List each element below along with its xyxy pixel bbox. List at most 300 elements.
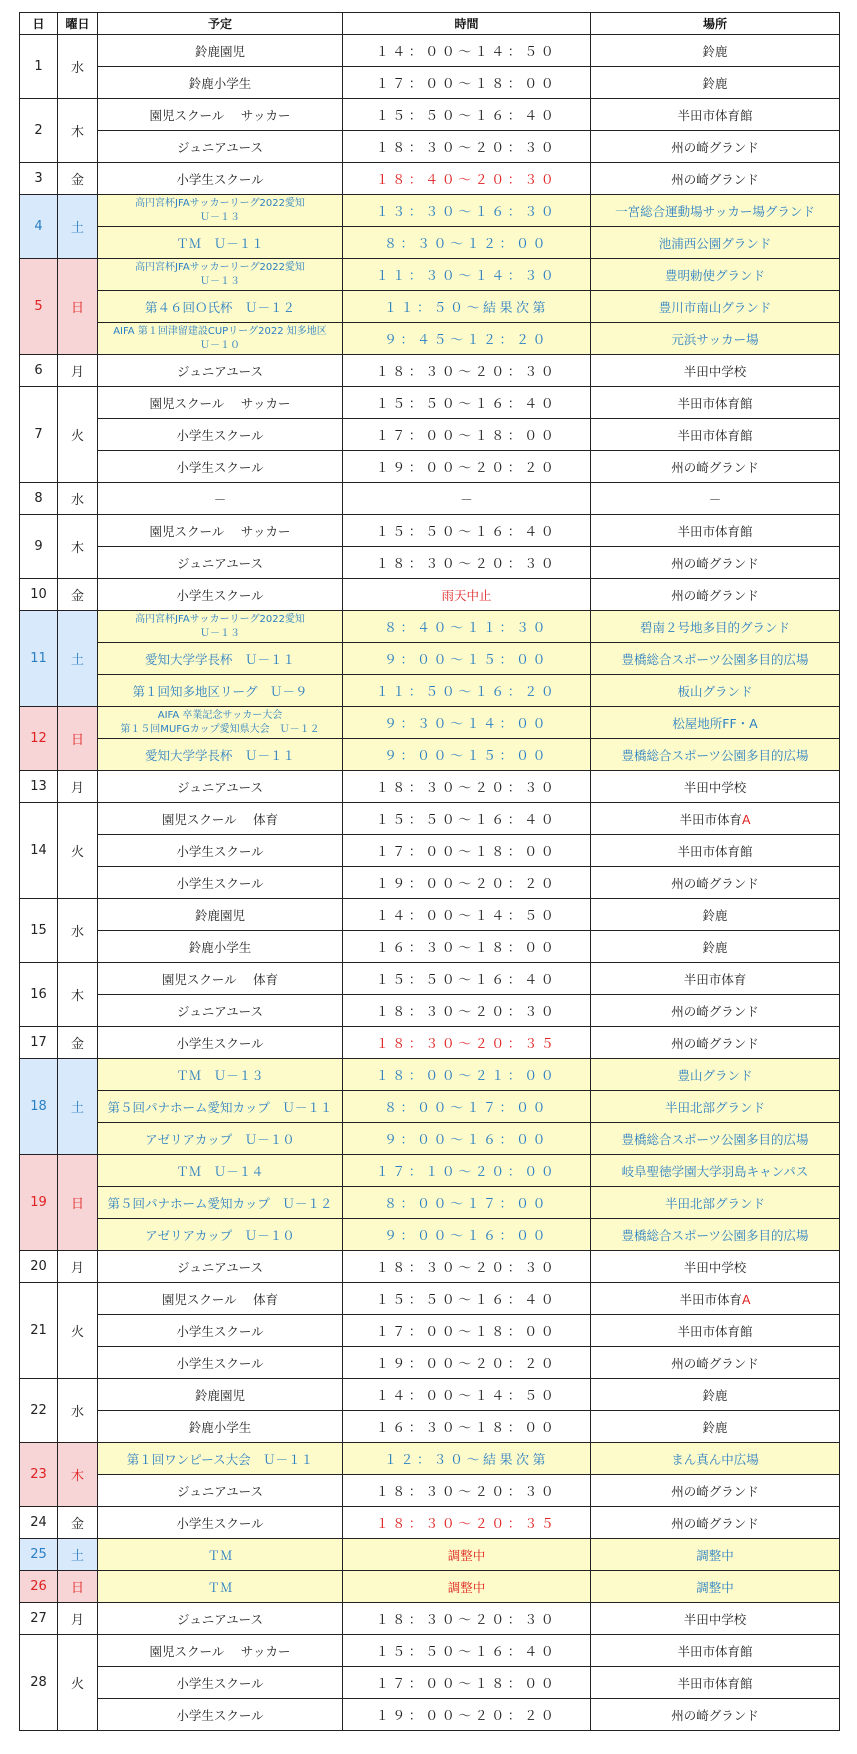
place-cell [591,1059,840,1091]
place-text: 豊橋総合スポーツ公園多目的広場 [621,1131,809,1147]
place-text: 半田市体育館 [677,107,753,123]
place-text: 半田市体育館 [677,843,753,859]
event-cell: 園児スクール サッカー [98,99,343,131]
event-cell: 園児スクール 体育 [98,803,343,835]
time-cell: ９：００～１６：００ [343,1219,591,1251]
event-cell: 小学生スクール [98,1027,343,1059]
day-cell: 9 [20,515,58,579]
place-cell [591,1251,840,1283]
place-cell [591,579,840,611]
event-cell [98,259,343,291]
place-text: 豊川市南山グランド [658,299,772,315]
event-cell: 小学生スクール [98,835,343,867]
time-cell: ８：４０～１１：３０ [343,611,591,643]
header-row [20,13,840,35]
time-cell: １５：５０～１６：４０ [343,515,591,547]
place-cell [591,1155,840,1187]
place-cell [591,515,840,547]
table-row [20,291,840,323]
place-text: 半田北部グランド [664,1099,765,1115]
table-row [20,227,840,259]
event-cell: 第５回パナホーム愛知カップ Ｕ－１１ [98,1091,343,1123]
event-cell: 小学生スクール [98,1315,343,1347]
weekday-cell: 火 [58,1283,98,1379]
event-cell: ＴＭ Ｕ－１１ [98,227,343,259]
table-row [20,387,840,419]
day-cell: 22 [20,1379,58,1443]
place-text: 半田北部グランド [664,1195,765,1211]
weekday-cell: 土 [58,195,98,259]
place-text: 州の崎グランド [671,1003,759,1019]
place-cell [591,707,840,739]
place-text: 州の崎グランド [671,459,759,475]
table-row [20,1283,840,1315]
table-row [20,163,840,195]
place-text: 州の崎グランド [671,875,759,891]
event-cell: 小学生スクール [98,1507,343,1539]
event-cell: ジュニアユース [98,131,343,163]
time-cell: １９：００～２０：２０ [343,451,591,483]
place-text: 半田中学校 [683,779,747,795]
day-cell: 16 [20,963,58,1027]
event-cell: 愛知大学学長杯 Ｕ－１１ [98,739,343,771]
weekday-cell: 金 [58,579,98,611]
event-line-2: Ｕ－１０ [200,339,240,351]
table-row [20,355,840,387]
place-text: 元浜サッカー場 [671,331,759,347]
table-row [20,707,840,739]
place-cell [591,1667,840,1699]
time-cell: １７：００～１８：００ [343,1315,591,1347]
weekday-cell: 日 [58,1155,98,1251]
event-cell: ジュニアユース [98,771,343,803]
weekday-cell: 土 [58,611,98,707]
event-cell: ジュニアユース [98,1475,343,1507]
weekday-cell: 木 [58,515,98,579]
time-cell: １２：３０～結果次第 [343,1443,591,1475]
event-cell: 小学生スクール [98,1347,343,1379]
place-text: 州の崎グランド [671,1483,759,1499]
weekday-cell: 木 [58,99,98,163]
place-cell [591,195,840,227]
weekday-cell: 水 [58,483,98,515]
place-text: 一宮総合運動場サッカー場グランド [615,203,815,219]
table-row [20,1539,840,1571]
day-cell: 10 [20,579,58,611]
weekday-cell: 月 [58,1251,98,1283]
event-cell: 鈴鹿園児 [98,35,343,67]
event-cell: 小学生スクール [98,451,343,483]
event-cell: 第１回ワンピース大会 Ｕ－１１ [98,1443,343,1475]
weekday-cell: 月 [58,355,98,387]
event-cell: ジュニアユース [98,1603,343,1635]
time-cell: 雨天中止 [343,579,591,611]
table-row [20,579,840,611]
time-cell: ９：３０～１４：００ [343,707,591,739]
event-cell: 小学生スクール [98,1699,343,1731]
place-text: 半田市体育館 [677,1323,753,1339]
day-cell: 28 [20,1635,58,1731]
event-cell: アゼリアカップ Ｕ－１０ [98,1219,343,1251]
place-text: 鈴鹿 [702,43,728,59]
place-text: 池浦西公園グランド [658,235,772,251]
day-cell: 25 [20,1539,58,1571]
weekday-cell: 木 [58,963,98,1027]
place-text: 碧南２号地多目的グランド [639,619,790,635]
place-text: 豊橋総合スポーツ公園多目的広場 [621,651,809,667]
place-text: － [708,491,722,507]
day-cell: 2 [20,99,58,163]
place-cell [591,1507,840,1539]
time-cell: ８：００～１７：００ [343,1091,591,1123]
place-cell [591,1123,840,1155]
place-cell [591,1347,840,1379]
event-cell: 第４６回Ｏ氏杯 Ｕ－１２ [98,291,343,323]
place-text: 豊橋総合スポーツ公園多目的広場 [621,747,809,763]
event-cell: ジュニアユース [98,995,343,1027]
table-row [20,547,840,579]
weekday-cell: 金 [58,1027,98,1059]
event-cell: ＴＭ [98,1571,343,1603]
time-cell: １８：３０～２０：３０ [343,1251,591,1283]
event-line-1: 高円宮杯JFAサッカーリーグ2022愛知 [135,197,305,209]
time-cell: １５：５０～１６：４０ [343,1635,591,1667]
weekday-cell: 水 [58,35,98,99]
table-row [20,67,840,99]
header-time: 時間 [343,13,591,35]
day-cell: 11 [20,611,58,707]
event-line-1: 高円宮杯JFAサッカーリーグ2022愛知 [135,261,305,273]
day-cell: 20 [20,1251,58,1283]
time-cell: １５：５０～１６：４０ [343,387,591,419]
event-cell: 鈴鹿園児 [98,899,343,931]
table-row [20,931,840,963]
event-cell: 愛知大学学長杯 Ｕ－１１ [98,643,343,675]
event-line-2: 第１５回MUFGカップ愛知県大会 Ｕ－１２ [120,723,320,735]
table-row [20,99,840,131]
weekday-cell: 水 [58,899,98,963]
table-row [20,739,840,771]
day-cell: 27 [20,1603,58,1635]
place-cell [591,771,840,803]
day-cell: 3 [20,163,58,195]
header-day: 日 [20,13,58,35]
table-row [20,1411,840,1443]
time-cell: １５：５０～１６：４０ [343,963,591,995]
place-cell [591,1187,840,1219]
event-cell: 小学生スクール [98,867,343,899]
table-row [20,1315,840,1347]
time-cell: １８：３０～２０：３０ [343,1475,591,1507]
table-row [20,995,840,1027]
table-row [20,611,840,643]
weekday-cell: 金 [58,1507,98,1539]
table-row [20,1667,840,1699]
event-line-1: AIFA 第１回津留建設CUPリーグ2022 知多地区 [113,325,327,337]
place-cell [591,739,840,771]
event-cell: ＴＭ Ｕ－１３ [98,1059,343,1091]
day-cell: 24 [20,1507,58,1539]
weekday-cell: 月 [58,1603,98,1635]
place-cell [591,547,840,579]
event-cell: 鈴鹿園児 [98,1379,343,1411]
day-cell: 14 [20,803,58,899]
place-cell [591,387,840,419]
place-cell [591,1571,840,1603]
event-cell: 鈴鹿小学生 [98,67,343,99]
time-cell: ９：００～１６：００ [343,1123,591,1155]
place-mark: A [741,811,751,827]
table-row [20,1027,840,1059]
place-cell [591,1635,840,1667]
place-text: 州の崎グランド [671,139,759,155]
place-cell [591,67,840,99]
time-cell: １８：３０～２０：３０ [343,1603,591,1635]
place-cell [591,1283,840,1315]
table-row [20,35,840,67]
day-cell: 1 [20,35,58,99]
table-row [20,1635,840,1667]
time-cell: ９：００～１５：００ [343,643,591,675]
time-cell: １８：３０～２０：３５ [343,1027,591,1059]
weekday-cell: 水 [58,1379,98,1443]
day-cell: 6 [20,355,58,387]
day-cell: 17 [20,1027,58,1059]
place-cell [591,611,840,643]
schedule-body [20,35,840,1731]
place-text: 州の崎グランド [671,1035,759,1051]
day-cell: 21 [20,1283,58,1379]
weekday-cell: 月 [58,771,98,803]
table-row [20,1475,840,1507]
table-row [20,1603,840,1635]
day-cell: 8 [20,483,58,515]
place-text: 半田市体育 [679,811,742,827]
event-cell: 園児スクール サッカー [98,515,343,547]
time-cell: １８：００～２１：００ [343,1059,591,1091]
header-place: 場所 [591,13,840,35]
weekday-cell: 火 [58,387,98,483]
time-cell: １８：３０～２０：３５ [343,1507,591,1539]
day-cell: 15 [20,899,58,963]
time-cell: １７：００～１８：００ [343,1667,591,1699]
event-cell: 小学生スクール [98,163,343,195]
place-cell [591,995,840,1027]
day-cell: 4 [20,195,58,259]
place-cell [591,643,840,675]
place-cell [591,1699,840,1731]
day-cell: 7 [20,387,58,483]
place-text: 半田中学校 [683,363,747,379]
place-text: 鈴鹿 [702,1419,728,1435]
event-cell: 小学生スクール [98,1667,343,1699]
place-text: 半田中学校 [683,1259,747,1275]
place-text: 半田市体育館 [677,523,753,539]
table-row [20,131,840,163]
event-cell: 小学生スクール [98,419,343,451]
event-cell: 第１回知多地区リーグ Ｕ－９ [98,675,343,707]
place-cell [591,131,840,163]
table-row [20,675,840,707]
time-cell: １９：００～２０：２０ [343,1347,591,1379]
day-cell: 18 [20,1059,58,1155]
table-row [20,803,840,835]
weekday-cell: 土 [58,1059,98,1155]
table-row [20,1699,840,1731]
time-cell: ９：４５～１２：２０ [343,323,591,355]
place-text: まん真ん中広場 [671,1451,759,1467]
table-row [20,1187,840,1219]
weekday-cell: 金 [58,163,98,195]
time-cell: １１：３０～１４：３０ [343,259,591,291]
place-cell [591,1379,840,1411]
table-row [20,1443,840,1475]
time-cell: １４：００～１４：５０ [343,1379,591,1411]
place-cell [591,675,840,707]
place-text: 半田市体育館 [677,1643,753,1659]
table-row [20,451,840,483]
place-cell [591,1315,840,1347]
event-cell: アゼリアカップ Ｕ－１０ [98,1123,343,1155]
place-text: 州の崎グランド [671,171,759,187]
place-cell [591,259,840,291]
time-cell: １４：００～１４：５０ [343,899,591,931]
time-cell: １５：５０～１６：４０ [343,99,591,131]
event-cell [98,611,343,643]
event-line-1: AIFA 卒業記念サッカー大会 [157,709,283,721]
table-row [20,1379,840,1411]
place-text: 州の崎グランド [671,1515,759,1531]
table-row [20,643,840,675]
time-cell: １５：５０～１６：４０ [343,803,591,835]
place-cell [591,867,840,899]
event-cell: 第５回パナホーム愛知カップ Ｕ－１２ [98,1187,343,1219]
event-cell [98,323,343,355]
time-cell: １４：００～１４：５０ [343,35,591,67]
table-row [20,1155,840,1187]
place-text: 調整中 [696,1547,734,1563]
time-cell: １７：１０～２０：００ [343,1155,591,1187]
event-cell: 園児スクール サッカー [98,1635,343,1667]
time-cell: １８：３０～２０：３０ [343,995,591,1027]
time-cell: － [343,483,591,515]
table-row [20,1571,840,1603]
table-row [20,867,840,899]
time-cell: １３：３０～１６：３０ [343,195,591,227]
place-text: 州の崎グランド [671,555,759,571]
event-cell: 園児スクール 体育 [98,1283,343,1315]
table-row [20,483,840,515]
weekday-cell: 日 [58,1571,98,1603]
event-cell [98,707,343,739]
schedule-table [19,12,840,1731]
time-cell: １７：００～１８：００ [343,835,591,867]
place-cell [591,1603,840,1635]
table-row [20,323,840,355]
place-cell [591,323,840,355]
event-cell: ジュニアユース [98,547,343,579]
place-cell [591,1411,840,1443]
table-row [20,1507,840,1539]
event-cell: ＴＭ [98,1539,343,1571]
place-cell [591,227,840,259]
table-row [20,1347,840,1379]
day-cell: 12 [20,707,58,771]
place-cell [591,1219,840,1251]
event-cell: ジュニアユース [98,355,343,387]
table-row [20,1091,840,1123]
header-event: 予定 [98,13,343,35]
time-cell: １８：３０～２０：３０ [343,355,591,387]
time-cell: １８：４０～２０：３０ [343,163,591,195]
weekday-cell: 日 [58,259,98,355]
table-row [20,515,840,547]
table-row [20,835,840,867]
time-cell: １６：３０～１８：００ [343,931,591,963]
place-cell [591,835,840,867]
table-row [20,771,840,803]
place-cell [591,451,840,483]
time-cell: 調整中 [343,1539,591,1571]
time-cell: １８：３０～２０：３０ [343,547,591,579]
place-text: 鈴鹿 [702,939,728,955]
table-row [20,899,840,931]
day-cell: 19 [20,1155,58,1251]
day-cell: 26 [20,1571,58,1603]
time-cell: １９：００～２０：２０ [343,1699,591,1731]
event-cell: ジュニアユース [98,1251,343,1283]
event-cell: 鈴鹿小学生 [98,1411,343,1443]
event-cell: 園児スクール サッカー [98,387,343,419]
place-text: 州の崎グランド [671,1707,759,1723]
event-cell [98,195,343,227]
place-text: 半田市体育館 [677,395,753,411]
time-cell: １８：３０～２０：３０ [343,771,591,803]
table-row [20,1123,840,1155]
place-text: 豊橋総合スポーツ公園多目的広場 [621,1227,809,1243]
place-text: 鈴鹿 [702,75,728,91]
day-cell: 13 [20,771,58,803]
table-row [20,259,840,291]
event-line-1: 高円宮杯JFAサッカーリーグ2022愛知 [135,613,305,625]
place-cell [591,1443,840,1475]
event-cell: 小学生スクール [98,579,343,611]
place-text: 半田市体育 [679,1291,742,1307]
place-cell [591,1475,840,1507]
place-cell [591,99,840,131]
place-cell [591,35,840,67]
weekday-cell: 木 [58,1443,98,1507]
time-cell: 調整中 [343,1571,591,1603]
place-cell [591,291,840,323]
time-cell: １６：３０～１８：００ [343,1411,591,1443]
place-text: 豊山グランド [677,1067,753,1083]
time-cell: １７：００～１８：００ [343,419,591,451]
table-row [20,1251,840,1283]
table-row [20,419,840,451]
place-text: 半田市体育 [683,971,747,987]
place-cell [591,355,840,387]
place-cell [591,803,840,835]
table-row [20,1059,840,1091]
weekday-cell: 土 [58,1539,98,1571]
weekday-cell: 火 [58,803,98,899]
weekday-cell: 日 [58,707,98,771]
place-cell [591,1539,840,1571]
place-text: 州の崎グランド [671,587,759,603]
time-cell: １１：５０～１６：２０ [343,675,591,707]
place-cell [591,931,840,963]
